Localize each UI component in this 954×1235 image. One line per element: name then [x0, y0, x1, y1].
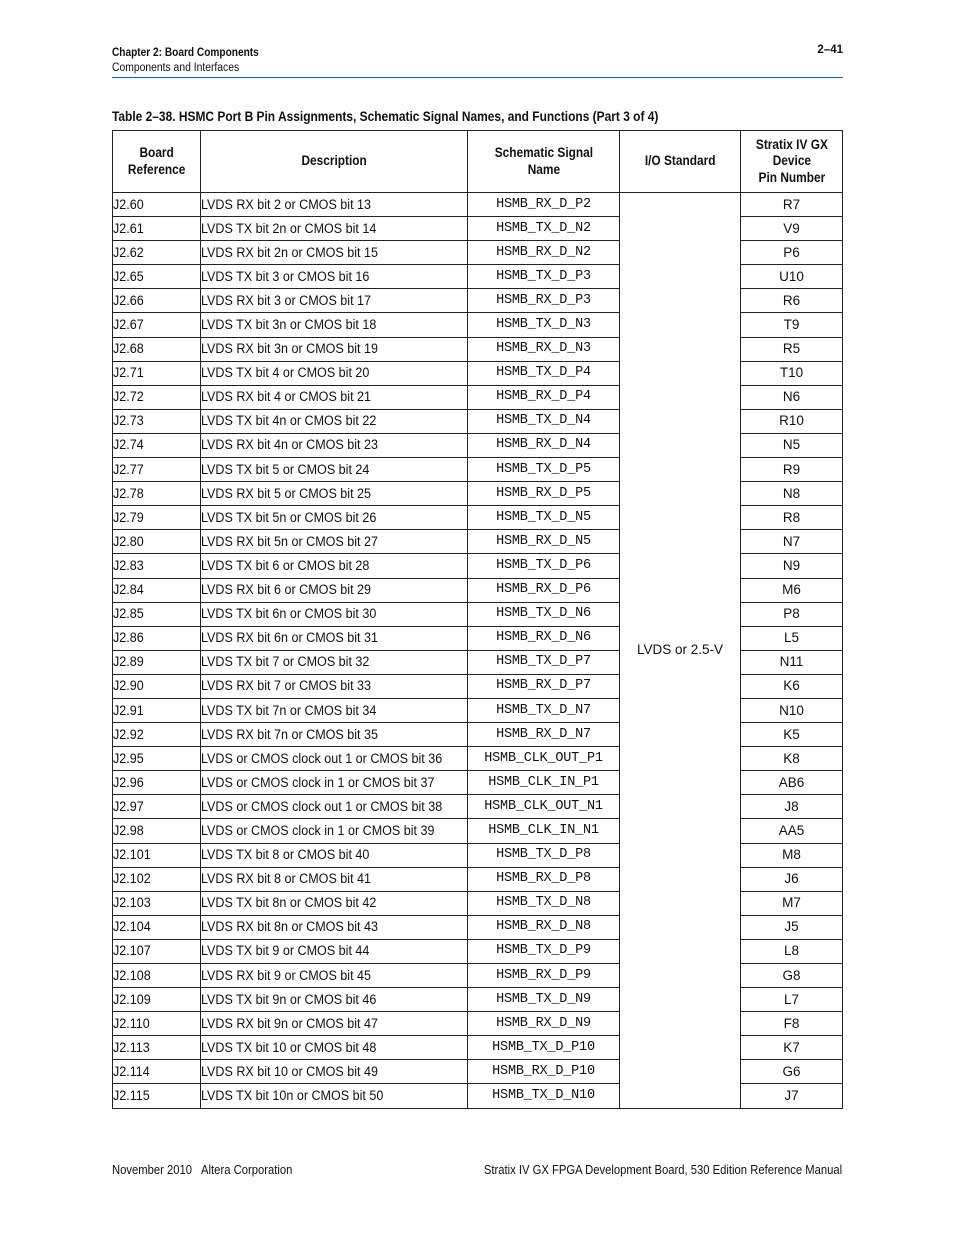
cell-description: LVDS TX bit 10n or CMOS bit 50 — [201, 1084, 468, 1108]
cell-board-reference: J2.71 — [113, 361, 201, 385]
cell-signal-name: HSMB_RX_D_P6 — [468, 578, 620, 602]
cell-description: LVDS or CMOS clock in 1 or CMOS bit 39 — [201, 819, 468, 843]
cell-pin-number: N11 — [741, 650, 843, 674]
cell-board-reference: J2.65 — [113, 265, 201, 289]
cell-description: LVDS RX bit 8n or CMOS bit 43 — [201, 915, 468, 939]
cell-description: LVDS TX bit 6n or CMOS bit 30 — [201, 602, 468, 626]
cell-description: LVDS RX bit 9n or CMOS bit 47 — [201, 1012, 468, 1036]
cell-pin-number: R7 — [741, 193, 843, 217]
cell-pin-number: K7 — [741, 1036, 843, 1060]
cell-board-reference: J2.72 — [113, 385, 201, 409]
cell-pin-number: AA5 — [741, 819, 843, 843]
cell-signal-name: HSMB_TX_D_P10 — [468, 1036, 620, 1060]
cell-description: LVDS TX bit 9 or CMOS bit 44 — [201, 939, 468, 963]
cell-board-reference: J2.101 — [113, 843, 201, 867]
cell-board-reference: J2.104 — [113, 915, 201, 939]
cell-signal-name: HSMB_CLK_IN_N1 — [468, 819, 620, 843]
table-header-row — [113, 131, 843, 193]
cell-signal-name: HSMB_RX_D_N3 — [468, 337, 620, 361]
cell-description: LVDS TX bit 4 or CMOS bit 20 — [201, 361, 468, 385]
cell-pin-number: U10 — [741, 265, 843, 289]
cell-pin-number: V9 — [741, 217, 843, 241]
cell-pin-number: G8 — [741, 964, 843, 988]
footer-manual-title: Stratix IV GX FPGA Development Board, 530 Edition Reference Manual — [483, 1163, 842, 1177]
cell-signal-name: HSMB_TX_D_P7 — [468, 650, 620, 674]
cell-description: LVDS TX bit 7 or CMOS bit 32 — [201, 650, 468, 674]
cell-signal-name: HSMB_TX_D_N4 — [468, 409, 620, 433]
cell-board-reference: J2.77 — [113, 458, 201, 482]
cell-board-reference: J2.80 — [113, 530, 201, 554]
cell-pin-number: K6 — [741, 674, 843, 698]
cell-pin-number: P6 — [741, 241, 843, 265]
cell-board-reference: J2.95 — [113, 747, 201, 771]
cell-description: LVDS RX bit 3n or CMOS bit 19 — [201, 337, 468, 361]
column-header-board-reference: Board Reference — [113, 131, 201, 193]
cell-signal-name: HSMB_CLK_OUT_N1 — [468, 795, 620, 819]
cell-signal-name: HSMB_TX_D_N2 — [468, 217, 620, 241]
cell-pin-number: L5 — [741, 626, 843, 650]
table-caption: Table 2–38. HSMC Port B Pin Assignments, Schematic Signal Names, and Functions (Part 3 of 4) — [112, 109, 659, 124]
column-header-description: Description — [201, 131, 468, 193]
column-header-pin-number: Stratix IV GX Device Pin Number — [741, 131, 843, 193]
cell-board-reference: J2.83 — [113, 554, 201, 578]
section-title: Components and Interfaces — [112, 62, 240, 74]
cell-pin-number: N9 — [741, 554, 843, 578]
cell-signal-name: HSMB_RX_D_P5 — [468, 482, 620, 506]
cell-description: LVDS TX bit 10 or CMOS bit 48 — [201, 1036, 468, 1060]
cell-description: LVDS RX bit 7n or CMOS bit 35 — [201, 723, 468, 747]
cell-pin-number: N7 — [741, 530, 843, 554]
cell-pin-number: J8 — [741, 795, 843, 819]
running-header — [112, 43, 843, 76]
cell-description: LVDS TX bit 4n or CMOS bit 22 — [201, 409, 468, 433]
cell-pin-number: F8 — [741, 1012, 843, 1036]
cell-board-reference: J2.103 — [113, 891, 201, 915]
cell-board-reference: J2.91 — [113, 698, 201, 722]
cell-description: LVDS RX bit 5n or CMOS bit 27 — [201, 530, 468, 554]
cell-pin-number: R6 — [741, 289, 843, 313]
footer-date: November 2010 — [112, 1163, 193, 1177]
cell-pin-number: N5 — [741, 433, 843, 457]
cell-pin-number: J6 — [741, 867, 843, 891]
cell-signal-name: HSMB_TX_D_P9 — [468, 939, 620, 963]
cell-description: LVDS or CMOS clock out 1 or CMOS bit 36 — [201, 747, 468, 771]
cell-signal-name: HSMB_RX_D_N4 — [468, 433, 620, 457]
cell-description: LVDS TX bit 7n or CMOS bit 34 — [201, 698, 468, 722]
cell-description: LVDS TX bit 9n or CMOS bit 46 — [201, 988, 468, 1012]
cell-description: LVDS TX bit 5 or CMOS bit 24 — [201, 458, 468, 482]
cell-signal-name: HSMB_CLK_OUT_P1 — [468, 747, 620, 771]
cell-board-reference: J2.92 — [113, 723, 201, 747]
column-header-io-standard: I/O Standard — [620, 131, 741, 193]
cell-description: LVDS or CMOS clock in 1 or CMOS bit 37 — [201, 771, 468, 795]
cell-board-reference: J2.67 — [113, 313, 201, 337]
cell-description: LVDS RX bit 6 or CMOS bit 29 — [201, 578, 468, 602]
cell-pin-number: R8 — [741, 506, 843, 530]
cell-signal-name: HSMB_RX_D_P2 — [468, 193, 620, 217]
footer-company: Altera Corporation — [201, 1163, 293, 1177]
table-row — [113, 193, 843, 217]
cell-signal-name: HSMB_TX_D_N9 — [468, 988, 620, 1012]
cell-description: LVDS TX bit 2n or CMOS bit 14 — [201, 217, 468, 241]
cell-board-reference: J2.107 — [113, 939, 201, 963]
cell-description: LVDS RX bit 10 or CMOS bit 49 — [201, 1060, 468, 1084]
cell-pin-number: R5 — [741, 337, 843, 361]
cell-pin-number: T9 — [741, 313, 843, 337]
table-body — [113, 193, 843, 1109]
cell-board-reference: J2.102 — [113, 867, 201, 891]
cell-signal-name: HSMB_RX_D_P10 — [468, 1060, 620, 1084]
cell-pin-number: K5 — [741, 723, 843, 747]
cell-board-reference: J2.60 — [113, 193, 201, 217]
cell-signal-name: HSMB_TX_D_P8 — [468, 843, 620, 867]
cell-signal-name: HSMB_TX_D_N5 — [468, 506, 620, 530]
column-header-schematic-signal-name: Schematic Signal Name — [468, 131, 620, 193]
cell-pin-number: K8 — [741, 747, 843, 771]
cell-board-reference: J2.90 — [113, 674, 201, 698]
cell-description: LVDS RX bit 4 or CMOS bit 21 — [201, 385, 468, 409]
cell-pin-number: J5 — [741, 915, 843, 939]
cell-board-reference: J2.114 — [113, 1060, 201, 1084]
cell-description: LVDS RX bit 3 or CMOS bit 17 — [201, 289, 468, 313]
cell-signal-name: HSMB_CLK_IN_P1 — [468, 771, 620, 795]
cell-pin-number: AB6 — [741, 771, 843, 795]
cell-pin-number: M6 — [741, 578, 843, 602]
cell-board-reference: J2.98 — [113, 819, 201, 843]
cell-board-reference: J2.62 — [113, 241, 201, 265]
cell-description: LVDS RX bit 9 or CMOS bit 45 — [201, 964, 468, 988]
footer-left — [112, 1162, 292, 1178]
cell-board-reference: J2.110 — [113, 1012, 201, 1036]
cell-signal-name: HSMB_RX_D_N2 — [468, 241, 620, 265]
cell-description: LVDS RX bit 7 or CMOS bit 33 — [201, 674, 468, 698]
cell-board-reference: J2.96 — [113, 771, 201, 795]
cell-pin-number: N10 — [741, 698, 843, 722]
cell-signal-name: HSMB_TX_D_P6 — [468, 554, 620, 578]
cell-signal-name: HSMB_RX_D_P3 — [468, 289, 620, 313]
cell-board-reference: J2.89 — [113, 650, 201, 674]
cell-signal-name: HSMB_RX_D_P7 — [468, 674, 620, 698]
cell-signal-name: HSMB_TX_D_N10 — [468, 1084, 620, 1108]
cell-board-reference: J2.84 — [113, 578, 201, 602]
cell-signal-name: HSMB_TX_D_P3 — [468, 265, 620, 289]
cell-board-reference: J2.66 — [113, 289, 201, 313]
page-number: 2–41 — [817, 44, 843, 56]
cell-board-reference: J2.61 — [113, 217, 201, 241]
cell-pin-number: J7 — [741, 1084, 843, 1108]
cell-description: LVDS RX bit 6n or CMOS bit 31 — [201, 626, 468, 650]
cell-signal-name: HSMB_RX_D_P4 — [468, 385, 620, 409]
cell-description: LVDS or CMOS clock out 1 or CMOS bit 38 — [201, 795, 468, 819]
cell-pin-number: N8 — [741, 482, 843, 506]
cell-pin-number: L8 — [741, 939, 843, 963]
cell-pin-number: P8 — [741, 602, 843, 626]
cell-signal-name: HSMB_RX_D_P9 — [468, 964, 620, 988]
cell-signal-name: HSMB_TX_D_P4 — [468, 361, 620, 385]
cell-board-reference: J2.115 — [113, 1084, 201, 1108]
cell-board-reference: J2.73 — [113, 409, 201, 433]
cell-description: LVDS RX bit 4n or CMOS bit 23 — [201, 433, 468, 457]
cell-description: LVDS TX bit 8n or CMOS bit 42 — [201, 891, 468, 915]
cell-pin-number: M8 — [741, 843, 843, 867]
cell-description: LVDS RX bit 2n or CMOS bit 15 — [201, 241, 468, 265]
cell-description: LVDS RX bit 5 or CMOS bit 25 — [201, 482, 468, 506]
cell-board-reference: J2.108 — [113, 964, 201, 988]
cell-board-reference: J2.79 — [113, 506, 201, 530]
cell-board-reference: J2.85 — [113, 602, 201, 626]
cell-description: LVDS RX bit 2 or CMOS bit 13 — [201, 193, 468, 217]
cell-description: LVDS TX bit 5n or CMOS bit 26 — [201, 506, 468, 530]
cell-pin-number: R10 — [741, 409, 843, 433]
cell-board-reference: J2.74 — [113, 433, 201, 457]
cell-description: LVDS TX bit 3 or CMOS bit 16 — [201, 265, 468, 289]
cell-signal-name: HSMB_RX_D_N8 — [468, 915, 620, 939]
pin-assignment-table — [112, 130, 843, 1109]
cell-board-reference: J2.68 — [113, 337, 201, 361]
cell-board-reference: J2.97 — [113, 795, 201, 819]
cell-description: LVDS RX bit 8 or CMOS bit 41 — [201, 867, 468, 891]
cell-description: LVDS TX bit 8 or CMOS bit 40 — [201, 843, 468, 867]
cell-board-reference: J2.109 — [113, 988, 201, 1012]
cell-signal-name: HSMB_TX_D_N7 — [468, 698, 620, 722]
cell-board-reference: J2.78 — [113, 482, 201, 506]
cell-signal-name: HSMB_RX_D_P8 — [468, 867, 620, 891]
cell-pin-number: R9 — [741, 458, 843, 482]
cell-pin-number: M7 — [741, 891, 843, 915]
cell-pin-number: N6 — [741, 385, 843, 409]
cell-signal-name: HSMB_RX_D_N7 — [468, 723, 620, 747]
cell-description: LVDS TX bit 3n or CMOS bit 18 — [201, 313, 468, 337]
cell-pin-number: G6 — [741, 1060, 843, 1084]
cell-io-standard: LVDS or 2.5-V — [620, 193, 741, 1109]
cell-board-reference: J2.86 — [113, 626, 201, 650]
header-rule — [112, 77, 843, 78]
cell-signal-name: HSMB_TX_D_N8 — [468, 891, 620, 915]
chapter-title: Chapter 2: Board Components — [112, 47, 259, 59]
cell-signal-name: HSMB_RX_D_N9 — [468, 1012, 620, 1036]
cell-pin-number: L7 — [741, 988, 843, 1012]
cell-signal-name: HSMB_RX_D_N5 — [468, 530, 620, 554]
cell-board-reference: J2.113 — [113, 1036, 201, 1060]
cell-signal-name: HSMB_TX_D_N6 — [468, 602, 620, 626]
cell-description: LVDS TX bit 6 or CMOS bit 28 — [201, 554, 468, 578]
cell-pin-number: T10 — [741, 361, 843, 385]
cell-signal-name: HSMB_RX_D_N6 — [468, 626, 620, 650]
cell-signal-name: HSMB_TX_D_N3 — [468, 313, 620, 337]
cell-signal-name: HSMB_TX_D_P5 — [468, 458, 620, 482]
